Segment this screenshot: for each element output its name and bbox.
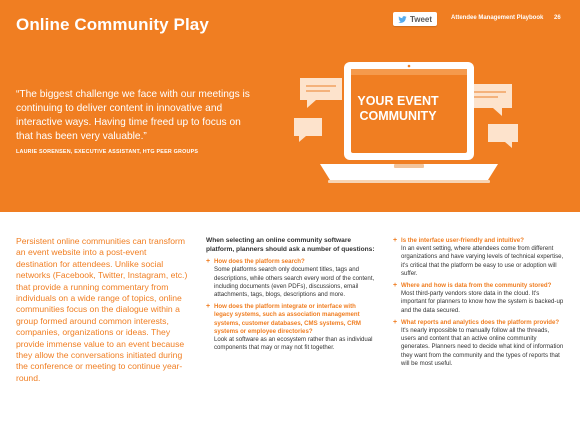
hero-banner bbox=[0, 0, 580, 212]
tweet-label: Tweet bbox=[409, 14, 433, 24]
plus-bullet-icon: + bbox=[393, 282, 398, 290]
column-lead: When selecting an online community software platform, planners should ask a number of questions: bbox=[206, 237, 375, 253]
plus-bullet-icon: + bbox=[393, 318, 398, 326]
plus-bullet-icon: + bbox=[206, 303, 211, 311]
speech-bubble-icon bbox=[488, 124, 518, 148]
question-text: What reports and analytics does the platform provide? bbox=[401, 318, 560, 326]
list-item bbox=[206, 303, 376, 352]
questions-column-left bbox=[206, 237, 376, 356]
answer-text: Most third-party vendors store data in the cloud. It's important for planners to know how the system is backed-up and the data secured. bbox=[401, 290, 564, 314]
screen-label-line: COMMUNITY bbox=[359, 109, 437, 123]
page-number: 26 bbox=[554, 15, 561, 21]
list-item bbox=[393, 282, 565, 315]
question-text: How does the platform search? bbox=[214, 258, 305, 266]
question-text: Where and how is data from the community stored? bbox=[401, 282, 552, 290]
pull-quote: “The biggest challenge we face with our meetings is continuing to deliver content in innovative and interactive ways. Having time freed up to focus on that has been very valuable.” bbox=[16, 89, 250, 142]
tweet-button[interactable] bbox=[393, 12, 437, 26]
answer-text: Look at software as an ecosystem rather than as individual components that may or may not fit together. bbox=[214, 336, 373, 352]
twitter-bird-icon bbox=[398, 15, 407, 24]
list-item bbox=[393, 319, 565, 368]
list-item bbox=[206, 258, 376, 299]
screen-label-line: YOUR EVENT bbox=[357, 94, 439, 108]
speech-bubble-icon bbox=[300, 78, 342, 108]
laptop-illustration bbox=[290, 40, 530, 208]
answer-text: It's nearly impossible to manually follow all the threads, users and content that an active online community generates. Planners need to decide what kind of information they want from the community and the types of reports that will be most useful. bbox=[401, 327, 564, 367]
answer-text: Some platforms search only document titles, tags and descriptions, while others search every word of the content, including documents (even PDFs), discussions, email attachments, tags, blogs, descriptions and more. bbox=[214, 266, 375, 298]
question-text: How does the platform integrate or interface with legacy systems, such as association management systems, customer databases, CMS systems, CRM systems or employee directories? bbox=[214, 303, 361, 335]
answer-text: In an event setting, where attendees come from different organizations and have varying levels of technical expertise, it's critical that the platform be easy to use or adoption will suffer. bbox=[401, 245, 564, 277]
question-text: Is the interface user-friendly and intuitive? bbox=[401, 237, 524, 244]
screen-label bbox=[353, 94, 443, 124]
list-item bbox=[393, 237, 565, 278]
publication-title: Attendee Management Playbook bbox=[451, 15, 544, 21]
intro-paragraph: Persistent online communities can transform an event website into a post-event destination for attendees. Unlike social networks (Facebook, Twitter, Instagram, etc.) that provide a running commentary from individuals on a wide range of topics, online communities focus on the dialogue within a group formed around common interests, companies, organizations or ideas. They provide immense value to an event because they allow the conversations initiated during the conference or meeting to continue year-round. bbox=[16, 236, 188, 383]
quote-attribution: LAURIE SORENSEN, EXECUTIVE ASSISTANT, HTG PEER GROUPS bbox=[16, 149, 199, 155]
page-title: Online Community Play bbox=[16, 15, 209, 34]
speech-bubble-icon bbox=[294, 118, 322, 142]
plus-bullet-icon: + bbox=[393, 237, 398, 244]
questions-column-right bbox=[393, 237, 565, 372]
plus-bullet-icon: + bbox=[206, 258, 211, 266]
